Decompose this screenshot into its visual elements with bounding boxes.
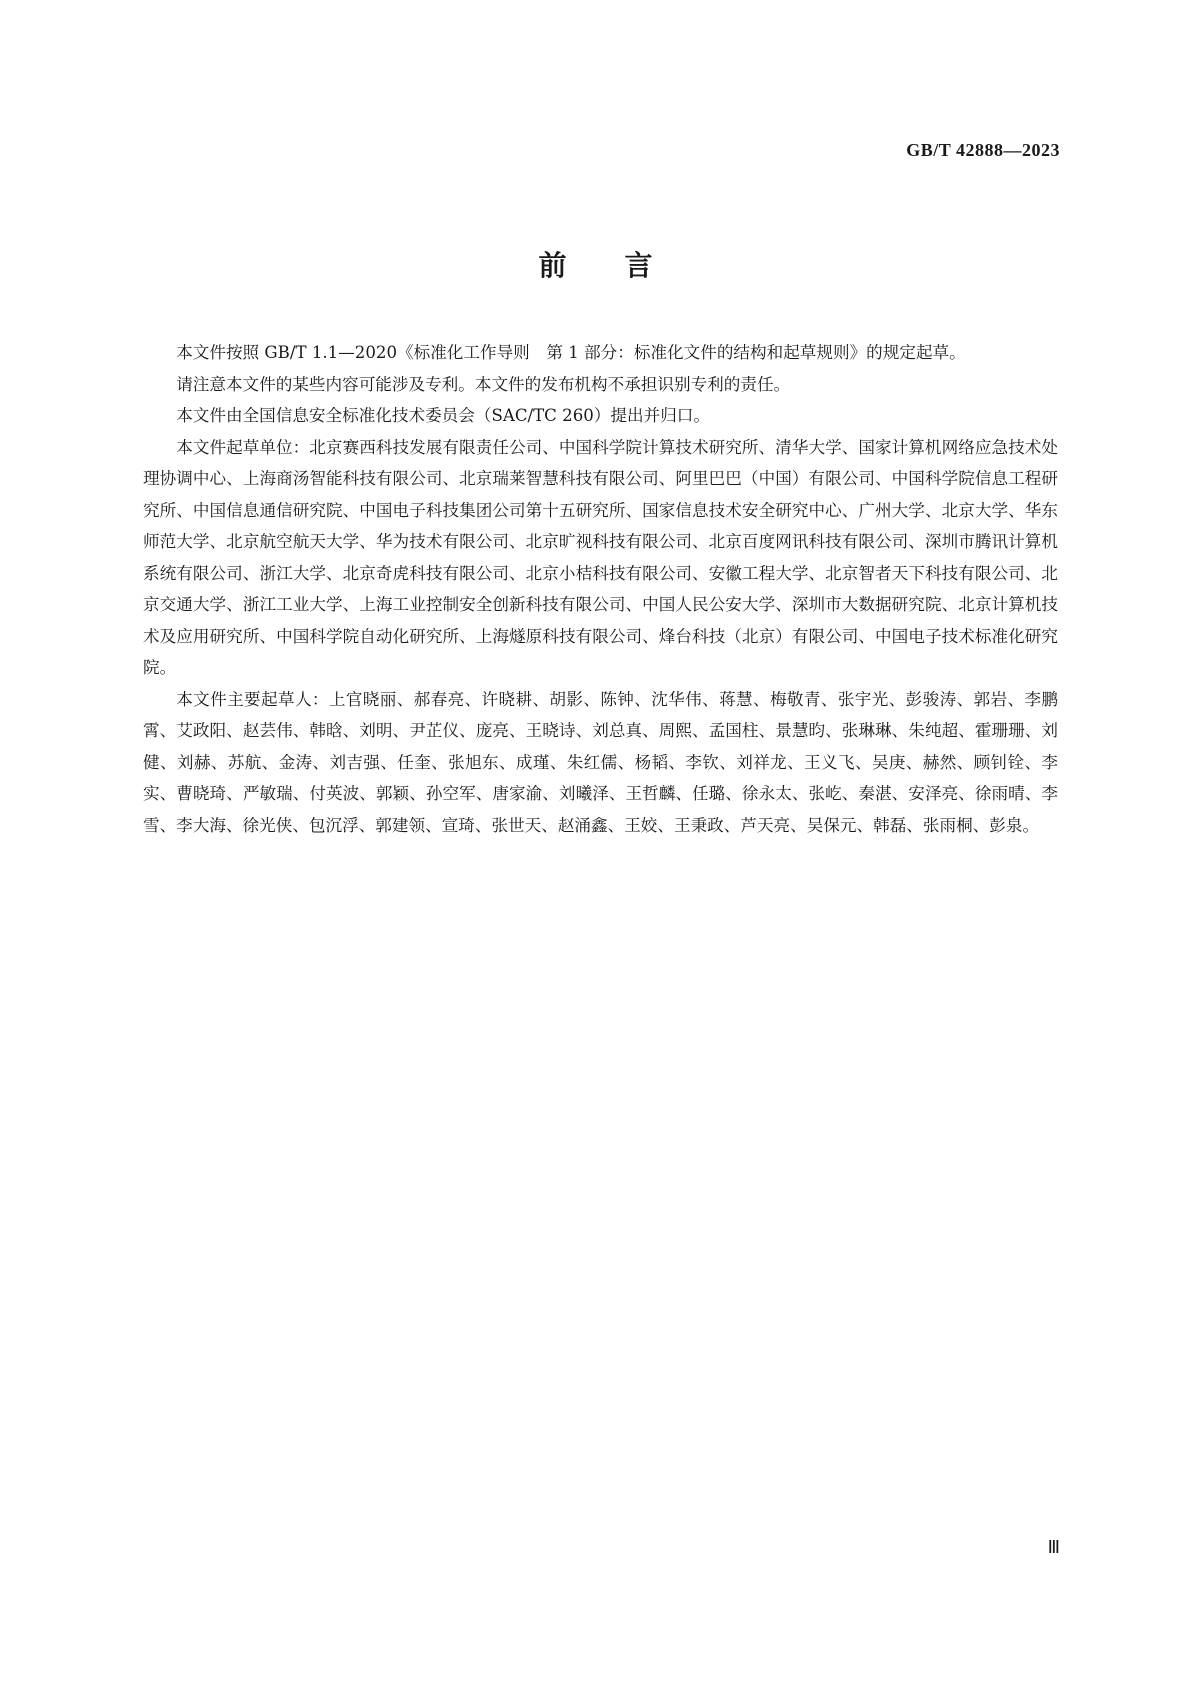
paragraph-drafting-basis: 本文件按照 GB/T 1.1—2020《标准化工作导则 第 1 部分：标准化文件的结构和起草规则》的规定起草。 [176,343,966,362]
page-title: 前言 [538,249,711,282]
paragraph-patent-notice: 请注意本文件的某些内容可能涉及专利。本文件的发布机构不承担识别专利的责任。 [176,374,791,394]
paragraph-proposer: 本文件由全国信息安全标准化技术委员会（SAC/TC 260）提出并归口。 [176,406,710,425]
paragraph-drafting-organizations: 本文件起草单位：北京赛西科技发展有限责任公司、中国科学院计算技术研究所、清华大学、国家计算机网络应急技术处理协调中心、上海商汤智能科技有限公司、北京瑞莱智慧科技有限公司、阿里巴巴（中国）有限公司、中国科学院信息工程研究所、中国信息通信研究院、中国电子科技集团公司第十五研究所、国家信息技术安全研究中心、广州大学、北京大学、华东师范大学、北京航空航天大学、华为技术有限公司、北京旷视科技有限公司、北京百度网讯科技有限公司、深圳市腾讯计算机系统有限公司、浙江大学、北京奇虎科技有限公司、北京小桔科技有限公司、安徽工程大学、北京智者天下科技有限公司、北京交通大学、浙江工业大学、上海工业控制安全创新科技有限公司、中国人民公安大学、深圳市大数据研究院、北京计算机技术及应用研究所、中国科学院自动化研究所、上海燧原科技有限公司、烽台科技（北京）有限公司、中国电子技术标准化研究院。 [143,437,1058,677]
page-number: Ⅲ [1047,1537,1060,1557]
paragraph-main-drafters: 本文件主要起草人：上官晓丽、郝春亮、许晓耕、胡影、陈钟、沈华伟、蒋慧、梅敬青、张宇光、彭骏涛、郭岩、李鹏霄、艾政阳、赵芸伟、韩晗、刘明、尹芷仪、庞亮、王晓诗、刘总真、周熙、孟国柱、景慧昀、张琳琳、朱纯超、霍珊珊、刘健、刘赫、苏航、金涛、刘吉强、任奎、张旭东、成瑾、朱红儒、杨韬、李钦、刘祥龙、王义飞、吴庚、赫然、顾钊铨、李实、曹晓琦、严敏瑞、付英波、郭颖、孙空军、唐家渝、刘曦泽、王哲麟、任璐、徐永太、张屹、秦湛、安泽亮、徐雨晴、李雪、李大海、徐光侠、包沉浮、郭建领、宣琦、张世天、赵涌鑫、王姣、王秉政、芦天亮、吴保元、韩磊、张雨桐、彭泉。 [143,689,1058,835]
standard-number: GB/T 42888—2023 [906,140,1060,160]
foreword-body [143,337,1058,841]
